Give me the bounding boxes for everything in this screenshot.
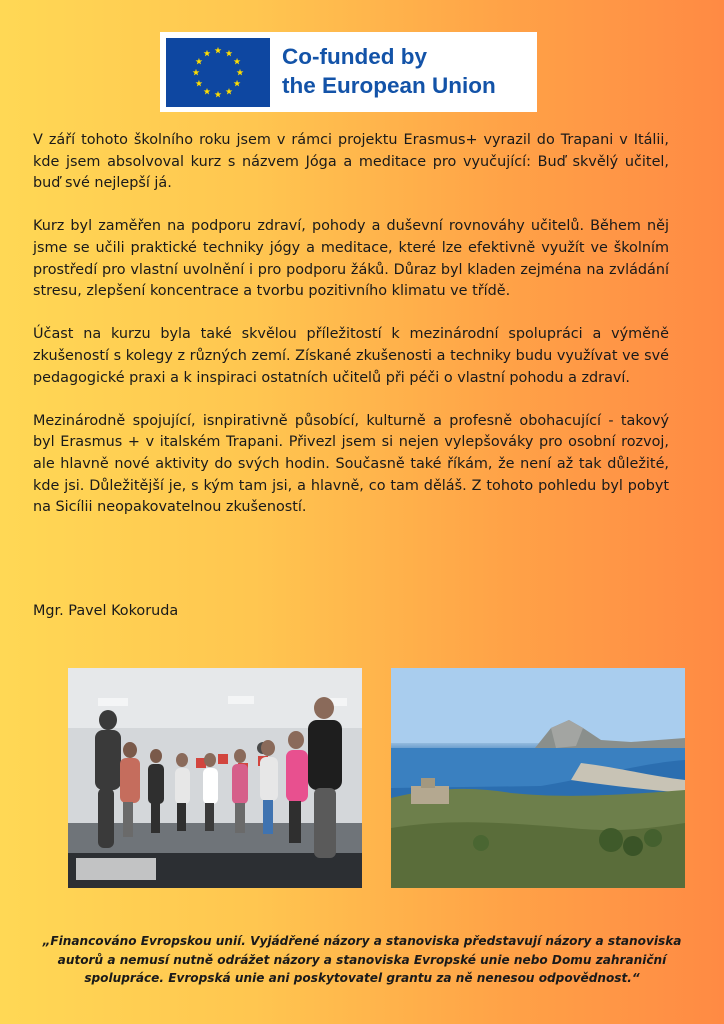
- eu-star-icon: [215, 91, 222, 98]
- eu-star-icon: [196, 80, 203, 87]
- eu-star-icon: [226, 88, 233, 95]
- author-signature: Mgr. Pavel Kokoruda: [33, 603, 179, 619]
- eu-cofunded-banner: [160, 32, 537, 112]
- paragraph-3: Účast na kurzu byla také skvělou příležitostí k mezinárodní spolupráci a výměně zkušeností s kolegy z různých zemí. Získané zkušenosti a techniky budu využívat ve své pedagogické praxi a k inspiraci ostatních učitelů při péči o vlastní pohodu a zdraví.: [33, 326, 669, 386]
- eu-stars-circle: [166, 38, 270, 107]
- eu-star-icon: [215, 47, 222, 54]
- eu-star-icon: [234, 80, 241, 87]
- eu-star-icon: [226, 50, 233, 57]
- eu-funding-disclaimer: „Financováno Evropskou unií. Vyjádřené názory a stanoviska představují názory a stanoviska autorů a nemusí nutně odrážet názory a stanoviska Evropské unie nebo Domu zahraniční spolupráce. Evropská unie ani poskytovatel grantu za ně nenesou odpovědnost.“: [42, 934, 682, 985]
- eu-cofunded-text: [282, 42, 496, 100]
- eu-star-icon: [193, 69, 200, 76]
- eu-flag-icon: [166, 38, 270, 107]
- sicily-coast-photo: [391, 668, 685, 888]
- eu-star-icon: [234, 58, 241, 65]
- paragraph-1: V září tohoto školního roku jsem v rámci projektu Erasmus+ vyrazil do Trapani v Itálii, kde jsem absolvoval kurz s názvem Jóga a meditace pro vyučující: Buď skvělý učitel, buď své nejlepší já.: [33, 132, 669, 192]
- eu-star-icon: [237, 69, 244, 76]
- eu-star-icon: [204, 88, 211, 95]
- yoga-class-photo: [68, 668, 362, 888]
- eu-star-icon: [196, 58, 203, 65]
- eu-star-icon: [204, 50, 211, 57]
- eu-text-line1: Co-funded by: [282, 44, 427, 69]
- paragraph-4: Mezinárodně spojující, isnpirativně působící, kulturně a profesně obohacující - takový byl Erasmus + v italském Trapani. Přivezl jsem si nejen vylepšováky pro osobní rozvoj, ale hlavně nové aktivity do svých hodin. Současně také říkám, že není až tak důležité, kde jsi. Důležitější je, s kým tam jsi, a hlavně, co tam děláš. Z tohoto pohledu byl pobyt na Sicílii neopakovatelnou zkušeností.: [33, 412, 669, 516]
- eu-text-line2: the European Union: [282, 73, 496, 98]
- article-body: [33, 130, 669, 540]
- paragraph-2: Kurz byl zaměřen na podporu zdraví, pohody a duševní rovnováhy učitelů. Během něj jsme se učili praktické techniky jógy a meditace, které lze efektivně využít ve školním prostředí pro vlastní uvolnění i pro podporu žáků. Důraz byl kladen zejména na zvládání stresu, zlepšení koncentrace a tvorbu pozitivního klimatu ve třídě.: [33, 218, 669, 300]
